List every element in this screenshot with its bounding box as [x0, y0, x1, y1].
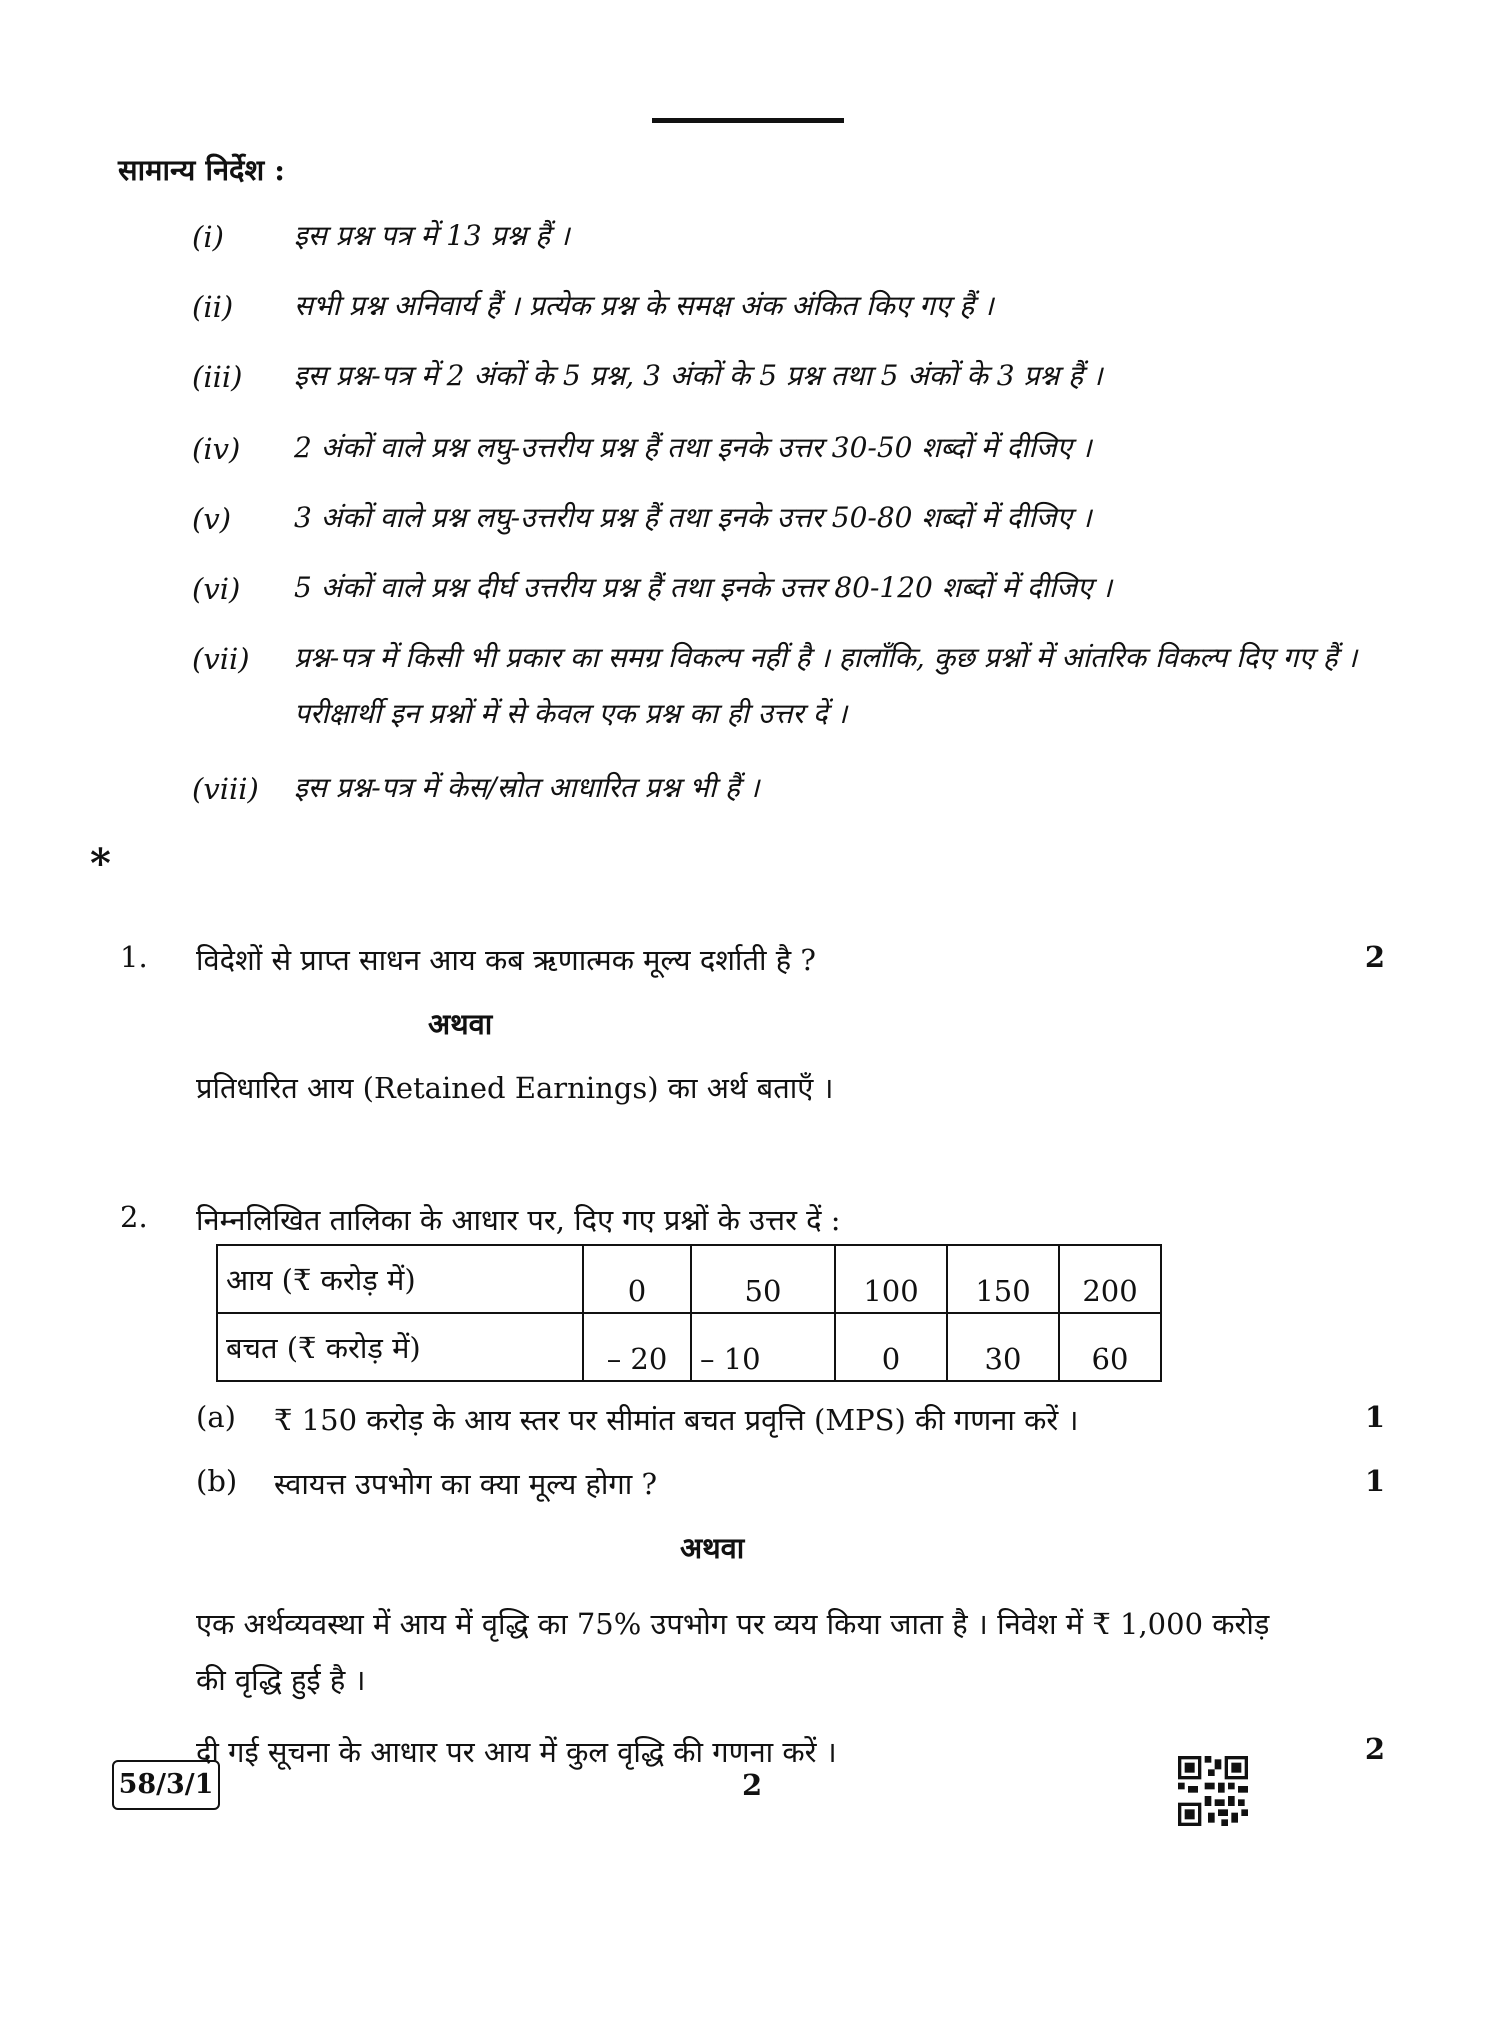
table-row: [217, 1245, 1161, 1313]
table-cell: 200: [1059, 1245, 1161, 1313]
table-row-label: आय (₹ करोड़ में): [217, 1245, 583, 1313]
sub-question-label: (a): [196, 1400, 236, 1434]
page-number: 2: [742, 1768, 763, 1802]
question-text: निम्नलिखित तालिका के आधार पर, दिए गए प्रश्नों के उत्तर दें :: [196, 1203, 841, 1237]
qr-code-icon: [1178, 1756, 1248, 1826]
table-cell: 50: [691, 1245, 835, 1313]
instruction-number: (ii): [192, 290, 234, 324]
general-instructions-heading: सामान्य निर्देश :: [118, 153, 285, 187]
instruction-number: (iv): [192, 432, 241, 466]
instruction-number: (vi): [192, 572, 241, 606]
table-cell: 30: [947, 1313, 1059, 1381]
instruction-number: (viii): [192, 772, 259, 806]
instruction-number: (v): [192, 502, 232, 536]
question-number: 1.: [120, 940, 148, 974]
table-cell: – 10: [691, 1313, 835, 1381]
income-saving-table: [216, 1244, 1162, 1382]
sub-question-text: ₹ 150 करोड़ के आय स्तर पर सीमांत बचत प्रवृत्ति (MPS) की गणना करें ।: [274, 1403, 1079, 1437]
instruction-text: 5 अंकों वाले प्रश्न दीर्घ उत्तरीय प्रश्न हैं तथा इनके उत्तर 80-120 शब्दों में दीजिए ।: [294, 571, 1112, 604]
sub-question-marks: 1: [1364, 1400, 1386, 1434]
or-label: अथवा: [680, 1531, 745, 1565]
instruction-text: सभी प्रश्न अनिवार्य हैं । प्रत्येक प्रश्न के समक्ष अंक अंकित किए गए हैं ।: [294, 289, 994, 322]
instruction-text: 3 अंकों वाले प्रश्न लघु-उत्तरीय प्रश्न हैं तथा इनके उत्तर 50-80 शब्दों में दीजिए ।: [294, 501, 1092, 534]
instruction-text: प्रश्न-पत्र में किसी भी प्रकार का समग्र विकल्प नहीं है । हालाँकि, कुछ प्रश्नों में आंतरिक विकल्प दिए गए हैं । परीक्षार्थी इन प्रश्नों में से केवल एक प्रश्न का ही उत्तर दें ।: [294, 641, 1358, 730]
table-row: [217, 1313, 1161, 1381]
instruction-text: इस प्रश्न-पत्र में केस/स्रोत आधारित प्रश्न भी हैं ।: [294, 771, 760, 804]
table-cell: 100: [835, 1245, 947, 1313]
alternative-question-text: दी गई सूचना के आधार पर आय में कुल वृद्धि की गणना करें ।: [196, 1735, 837, 1769]
instruction-text: इस प्रश्न पत्र में 13 प्रश्न हैं ।: [294, 219, 570, 252]
question-number: 2.: [120, 1200, 148, 1234]
instruction-text: 2 अंकों वाले प्रश्न लघु-उत्तरीय प्रश्न हैं तथा इनके उत्तर 30-50 शब्दों में दीजिए ।: [294, 431, 1092, 464]
instruction-number: (vii): [192, 642, 250, 676]
or-label: अथवा: [428, 1007, 493, 1041]
alternative-question-text: प्रतिधारित आय (Retained Earnings) का अर्थ बताएँ ।: [196, 1071, 834, 1105]
sub-question-marks: 1: [1364, 1464, 1386, 1498]
star-marker: *: [90, 840, 111, 887]
paper-code-box: 58/3/1: [112, 1760, 220, 1810]
top-rule: [652, 118, 844, 123]
table-cell: – 20: [583, 1313, 691, 1381]
instruction-number: (i): [192, 220, 224, 254]
alternative-question-text: एक अर्थव्यवस्था में आय में वृद्धि का 75% उपभोग पर व्यय किया जाता है । निवेश में ₹ 1,000 करोड़: [196, 1607, 1270, 1641]
table-cell: 150: [947, 1245, 1059, 1313]
alternative-question-text: की वृद्धि हुई है ।: [196, 1663, 366, 1697]
sub-question-label: (b): [196, 1464, 238, 1498]
table-row-label: बचत (₹ करोड़ में): [217, 1313, 583, 1381]
sub-question-text: स्वायत्त उपभोग का क्या मूल्य होगा ?: [274, 1467, 658, 1501]
instruction-number: (iii): [192, 360, 243, 394]
instruction-text: इस प्रश्न-पत्र में 2 अंकों के 5 प्रश्न, 3 अंकों के 5 प्रश्न तथा 5 अंकों के 3 प्रश्न हैं ।: [294, 359, 1103, 392]
question-text: विदेशों से प्राप्त साधन आय कब ऋणात्मक मूल्य दर्शाती है ?: [196, 943, 816, 977]
table-cell: 0: [835, 1313, 947, 1381]
table-cell: 0: [583, 1245, 691, 1313]
question-marks: 2: [1364, 1732, 1386, 1766]
table-cell: 60: [1059, 1313, 1161, 1381]
question-marks: 2: [1364, 940, 1386, 974]
